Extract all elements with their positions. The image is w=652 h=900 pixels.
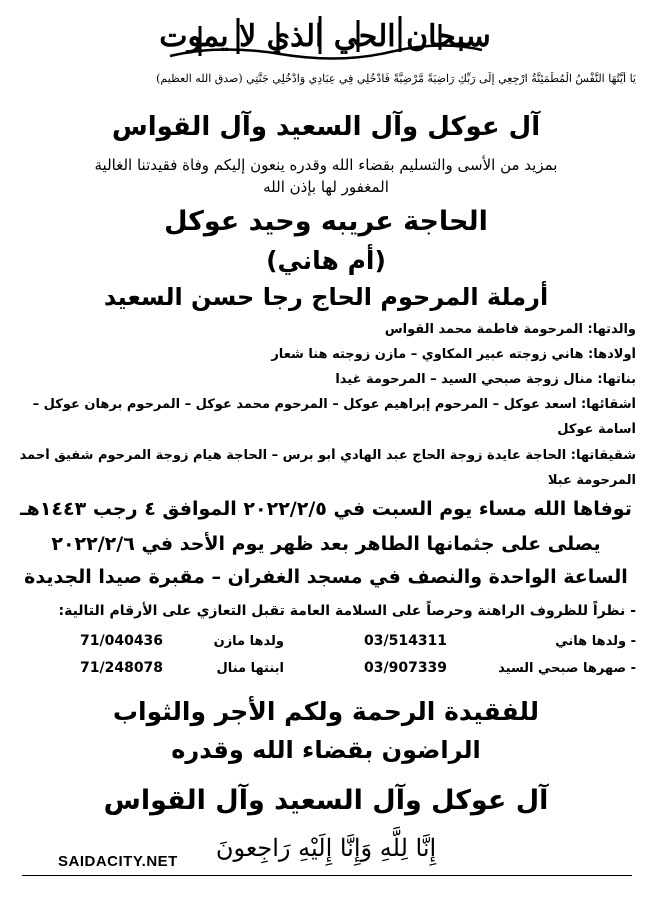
contact-number: 71/248078	[80, 660, 164, 676]
contact-number: 03/514311	[364, 633, 448, 649]
funeral-location: الساعة الواحدة والنصف في مسجد الغفران – مقبرة صيدا الجديدة	[24, 566, 628, 588]
relative-line: أسامة عوكل	[557, 422, 636, 437]
relative-line: والدتها: المرحومة فاطمة محمد القواس	[384, 322, 636, 337]
contact-label: - صهرها صبحي السيد	[498, 661, 636, 676]
calligraphy-header	[160, 6, 490, 64]
families-heading: آل عوكل وآل السعيد وآل القواس	[111, 112, 541, 142]
closing-verse: إِنَّا لِلَّهِ وَإِنَّا إِلَيْهِ رَاجِعونَ	[215, 834, 437, 862]
relative-line: المرحومة عبلا	[547, 473, 636, 488]
contact-number: 71/040436	[80, 633, 164, 649]
death-date: توفاها الله مساء يوم السبت في ٢٠٢٢/٢/٥ الموافق ٤ رجب ١٤٤٣هـ	[20, 498, 632, 520]
relative-line: أشقائها: أسعد عوكل – المرحوم إبراهيم عوكل – المرحوم محمد عوكل – المرحوم برهان عوكل –	[32, 397, 636, 412]
opening-verse: يَا أَيَّتُهَا النَّفْسُ الْمُطْمَئِنَّةُ ارْجِعِي إِلَى رَبِّكِ رَاضِيَةً مَّرْضِيَّةً فَادْخُلِي فِي عِبَادِي وَادْخُلِي جَنَّتِي (صدق الله العظيم)	[156, 72, 636, 85]
relative-line: بناتها: منال زوجة صبحي السيد – المرحومة غيدا	[335, 372, 636, 387]
bottom-divider	[22, 875, 632, 876]
site-watermark: SAIDACITY.NET	[58, 853, 178, 870]
contact-label: - ولدها هاني	[555, 634, 636, 649]
contact-label: ابنتها منال	[216, 661, 284, 676]
intro-line-2: المغفور لها بإذن الله	[263, 178, 389, 196]
condolence-notice: - نظراً للظروف الراهنة وحرصاً على السلامة العامة تقبل التعازي على الأرقام التالية:	[58, 603, 636, 619]
relative-line: أولادها: هاني زوجته عبير المكاوي – مازن زوجته هنا شعار	[271, 347, 636, 362]
widow-of: أرملة المرحوم الحاج رجا حسن السعيد	[103, 283, 549, 311]
closing-line-2: الراضون بقضاء الله وقدره	[171, 736, 481, 764]
intro-line-1: بمزيد من الأسى والتسليم بقضاء الله وقدره ينعون إليكم وفاة فقيدتنا الغالية	[94, 156, 558, 174]
relative-line: شقيقاتها: الحاجة عايدة زوجة الحاج عبد الهادي أبو برس – الحاجة هيام زوجة المرحوم شفيق أحمد	[19, 448, 636, 463]
deceased-alias: (أم هاني)	[266, 246, 386, 275]
contact-label: ولدها مازن	[213, 634, 284, 649]
calligraphy-text: سبحان الحي الذي لا يموت	[160, 19, 490, 54]
funeral-prayer: يصلى على جثمانها الطاهر بعد ظهر يوم الأحد في ٢٠٢٢/٢/٦	[51, 533, 601, 555]
contact-number: 03/907339	[364, 660, 448, 676]
closing-line-1: للفقيدة الرحمة ولكم الأجر والثواب	[112, 697, 540, 726]
families-signature: آل عوكل وآل السعيد وآل القواس	[103, 785, 549, 816]
deceased-name: الحاجة عريبه وحيد عوكل	[164, 206, 488, 237]
